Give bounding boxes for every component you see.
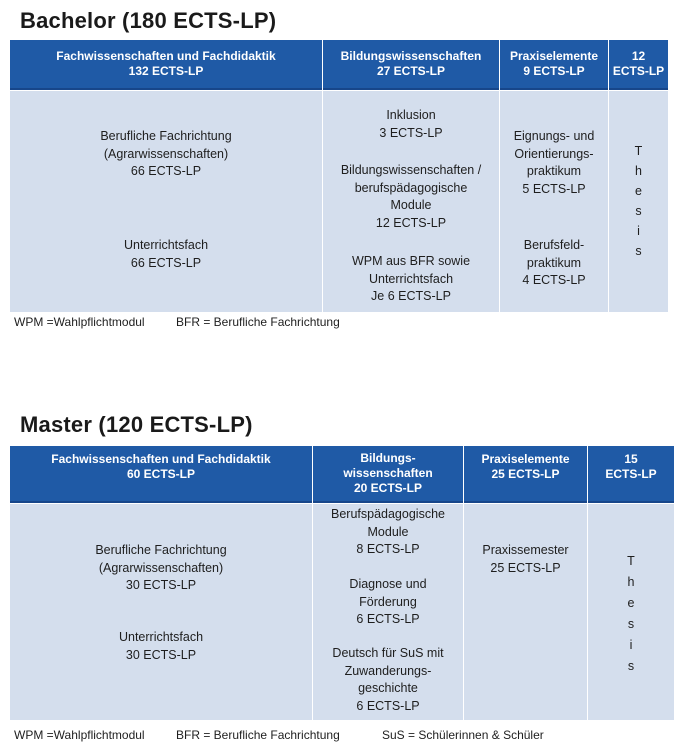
- master-legend-bfr: BFR = Berufliche Fachrichtung: [176, 728, 340, 742]
- cell-line: (Agrarwissenschaften): [103, 146, 229, 161]
- bachelor-cell-thesis: [609, 91, 668, 312]
- cell-line: Bildungswissenschaften /: [340, 163, 482, 177]
- cell-line: Orientierungs-: [514, 146, 594, 161]
- header-line: 20 ECTS-LP: [353, 481, 422, 495]
- header-line: ECTS-LP: [612, 64, 665, 78]
- thesis-letter: s: [635, 204, 642, 218]
- bachelor-header-praxiselemente: [500, 40, 608, 90]
- header-line: 15: [624, 452, 638, 466]
- cell-line: (Agrarwissenschaften): [98, 560, 224, 575]
- master-title: Master (120 ECTS-LP): [20, 412, 253, 437]
- cell-line: Berufsfeld-: [523, 238, 585, 252]
- cell-line: Module: [367, 524, 409, 539]
- thesis-letter: s: [627, 617, 635, 631]
- cell-line: Je 6 ECTS-LP: [371, 289, 451, 303]
- bachelor-title: Bachelor (180 ECTS-LP): [20, 8, 277, 33]
- master-table: [10, 446, 674, 720]
- bachelor-header-bildungswissenschaften: [323, 40, 499, 90]
- bachelor-header-thesis-credits: [609, 40, 668, 90]
- cell-line: Diagnose und: [349, 577, 427, 591]
- header-line: Fachwissenschaften und Fachdidaktik: [56, 49, 276, 63]
- cell-line: 12 ECTS-LP: [375, 215, 447, 230]
- header-line: 60 ECTS-LP: [126, 467, 195, 481]
- cell-line: Unterrichtsfach: [118, 630, 204, 644]
- master-header-bildungswissenschaften: [313, 446, 463, 503]
- cell-line: Deutsch für SuS mit: [332, 646, 444, 660]
- cell-line: praktikum: [526, 255, 582, 270]
- header-line: Bildungs-: [360, 451, 416, 465]
- bachelor-header-fachwissenschaften: [10, 40, 322, 90]
- cell-line: Praxissemester: [482, 543, 569, 557]
- header-line: 9 ECTS-LP: [523, 64, 585, 78]
- thesis-letter: T: [627, 554, 635, 568]
- master-cell-praxiselemente: [464, 504, 587, 720]
- cell-line: geschichte: [358, 681, 418, 695]
- thesis-letter: e: [627, 596, 635, 610]
- cell-line: 30 ECTS-LP: [125, 647, 197, 662]
- cell-line: Unterrichtsfach: [368, 271, 454, 286]
- thesis-letter: i: [629, 638, 633, 652]
- cell-line: Eignungs- und: [513, 129, 595, 143]
- thesis-letter: h: [627, 575, 635, 589]
- header-line: ECTS-LP: [605, 467, 657, 481]
- cell-line: Zuwanderungs-: [344, 663, 432, 678]
- header-line: 27 ECTS-LP: [376, 64, 445, 78]
- header-line: 25 ECTS-LP: [491, 467, 560, 481]
- cell-line: Berufspädagogische: [331, 507, 445, 521]
- master-cell-fachwissenschaften: [10, 504, 312, 720]
- cell-line: 3 ECTS-LP: [379, 125, 443, 140]
- cell-line: Inklusion: [386, 108, 436, 122]
- cell-line: 5 ECTS-LP: [522, 181, 586, 196]
- bachelor-cell-bildungswissenschaften: [323, 91, 499, 312]
- cell-line: 6 ECTS-LP: [356, 612, 420, 626]
- header-line: Praxiselemente: [509, 49, 599, 63]
- thesis-letter: T: [634, 144, 643, 158]
- thesis-letter: i: [637, 224, 640, 238]
- cell-line: 66 ECTS-LP: [130, 255, 202, 270]
- cell-line: 6 ECTS-LP: [356, 698, 420, 713]
- bachelor-cell-praxiselemente: [500, 91, 608, 312]
- cell-line: Förderung: [359, 594, 417, 609]
- cell-line: 30 ECTS-LP: [125, 578, 197, 592]
- cell-line: 25 ECTS-LP: [490, 560, 561, 575]
- header-line: 12: [631, 49, 646, 63]
- cell-line: 8 ECTS-LP: [356, 542, 420, 556]
- cell-line: Module: [390, 198, 432, 212]
- header-line: Fachwissenschaften und Fachdidaktik: [51, 452, 271, 466]
- bachelor-legend-bfr: BFR = Berufliche Fachrichtung: [176, 315, 340, 329]
- thesis-letter: s: [635, 244, 642, 258]
- bachelor-legend-wpm: WPM =Wahlpflichtmodul: [14, 315, 145, 329]
- bachelor-table: [10, 40, 668, 312]
- cell-line: Unterrichtsfach: [123, 238, 209, 252]
- master-cell-thesis: [588, 504, 674, 720]
- cell-line: 66 ECTS-LP: [130, 164, 202, 178]
- master-legend-wpm: WPM =Wahlpflichtmodul: [14, 728, 145, 742]
- cell-line: WPM aus BFR sowie: [351, 254, 471, 268]
- bachelor-cell-fachwissenschaften: [10, 91, 322, 312]
- header-line: wissenschaften: [343, 466, 433, 480]
- cell-line: praktikum: [526, 164, 582, 178]
- thesis-letter: s: [627, 659, 635, 673]
- master-header-thesis-credits: [588, 446, 674, 503]
- master-legend-sus: SuS = Schülerinnen & Schüler: [382, 728, 544, 742]
- master-cell-bildungswissenschaften: [313, 504, 463, 720]
- header-line: 132 ECTS-LP: [128, 64, 204, 78]
- thesis-letter: h: [635, 164, 642, 178]
- cell-line: Berufliche Fachrichtung: [95, 543, 227, 557]
- header-line: Praxiselemente: [481, 452, 570, 466]
- cell-line: 4 ECTS-LP: [522, 273, 586, 287]
- master-header-praxiselemente: [464, 446, 587, 503]
- master-header-fachwissenschaften: [10, 446, 312, 503]
- thesis-letter: e: [635, 184, 642, 198]
- cell-line: Berufliche Fachrichtung: [100, 129, 232, 143]
- cell-line: berufspädagogische: [354, 180, 468, 195]
- header-line: Bildungswissenschaften: [340, 49, 482, 63]
